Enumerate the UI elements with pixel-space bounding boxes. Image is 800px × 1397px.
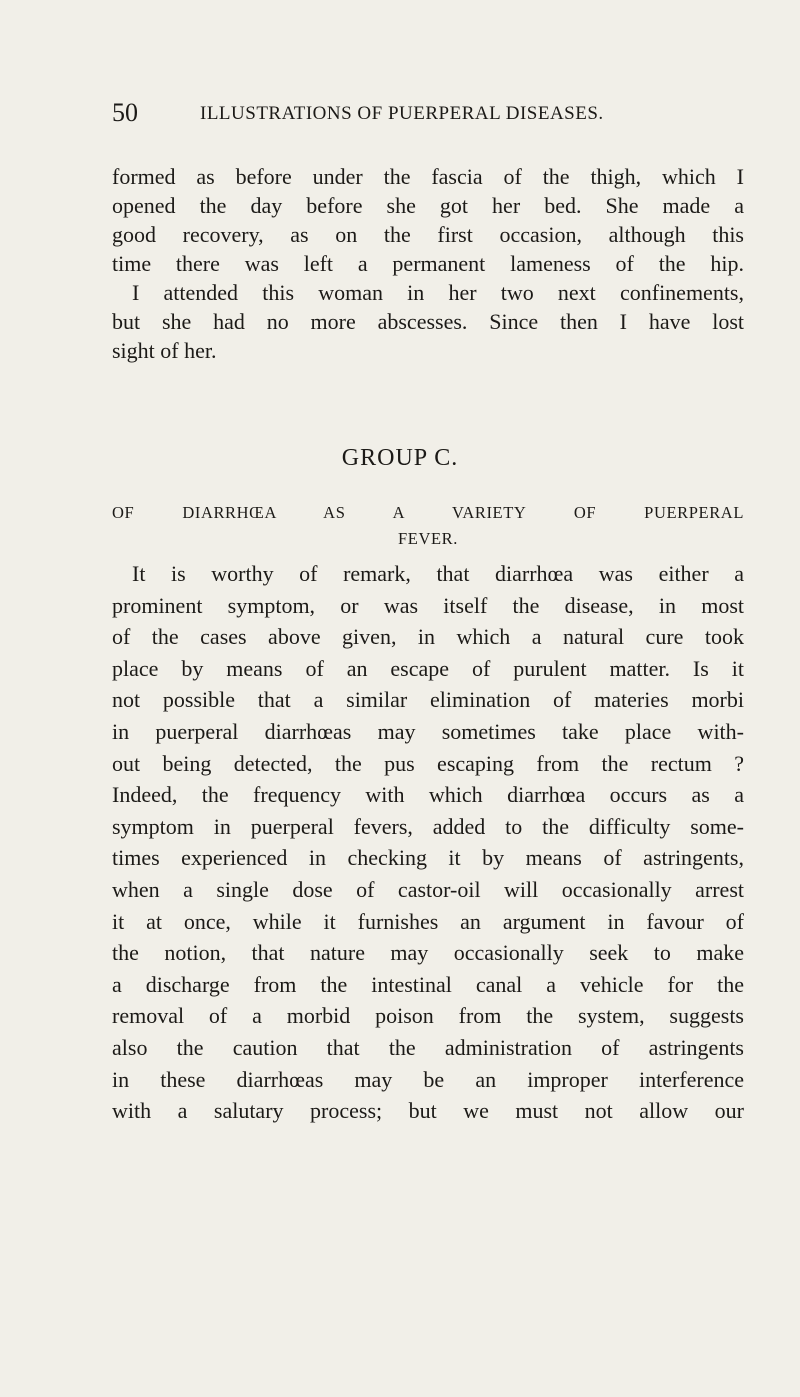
section-heading: GROUP C. xyxy=(341,445,459,471)
text-line: with a salutary process; but we must not allow our xyxy=(112,1098,744,1124)
text-line: of the cases above given, in which a natural cure took xyxy=(112,624,744,650)
text-line: out being detected, the pus escaping from the rectum ? xyxy=(112,750,744,776)
text-line: not possible that a similar elimination of materies morbi xyxy=(112,687,744,713)
text-line: It is worthy of remark, that diarrhœa was either a xyxy=(132,561,744,586)
text-line: prominent symptom, or was itself the disease, in most xyxy=(112,592,744,618)
text-line: opened the day before she got her bed. She made a xyxy=(112,193,744,218)
paragraph-2 xyxy=(112,278,744,365)
text-line: symptom in puerperal fevers, added to the difficulty some- xyxy=(112,813,744,839)
paragraph-3 xyxy=(112,558,744,1127)
text-line: in these diarrhœas may be an improper interference xyxy=(112,1066,744,1092)
text-line: the notion, that nature may occasionally seek to make xyxy=(112,940,744,966)
page-number: 50 xyxy=(112,98,138,127)
text-line: times experienced in checking it by means of astringents, xyxy=(112,845,744,871)
text-line: but she had no more abscesses. Since then I have lost xyxy=(112,309,744,334)
text-line: place by means of an escape of purulent matter. Is it xyxy=(112,655,744,681)
text-line: a discharge from the intestinal canal a vehicle for the xyxy=(112,971,744,997)
text-line: sight of her. xyxy=(112,338,217,363)
text-line: Indeed, the frequency with which diarrhœa occurs as a xyxy=(112,782,744,808)
subheading-line: OF DIARRHŒA AS A VARIETY OF PUERPERAL xyxy=(112,503,744,522)
text-line: it at once, while it furnishes an argument in favour of xyxy=(112,908,744,934)
text-line: I attended this woman in her two next confinements, xyxy=(132,280,744,305)
running-head xyxy=(112,98,752,138)
subheading-line: FEVER. xyxy=(398,529,458,548)
text-line: also the caution that the administration of astringents xyxy=(112,1034,744,1060)
text-line: when a single dose of castor-oil will occasionally arrest xyxy=(112,876,744,902)
text-line: removal of a morbid poison from the system, suggests xyxy=(112,1003,744,1029)
text-line: formed as before under the fascia of the thigh, which I xyxy=(112,164,744,189)
paragraph-1 xyxy=(112,162,744,278)
section-subheading xyxy=(112,500,744,552)
text-line: time there was left a permanent lameness of the hip. xyxy=(112,251,744,276)
text-line: good recovery, as on the first occasion, although this xyxy=(112,222,744,247)
text-line: in puerperal diarrhœas may sometimes take place with- xyxy=(112,718,744,744)
running-head-title: ILLUSTRATIONS OF PUERPERAL DISEASES. xyxy=(200,103,604,124)
